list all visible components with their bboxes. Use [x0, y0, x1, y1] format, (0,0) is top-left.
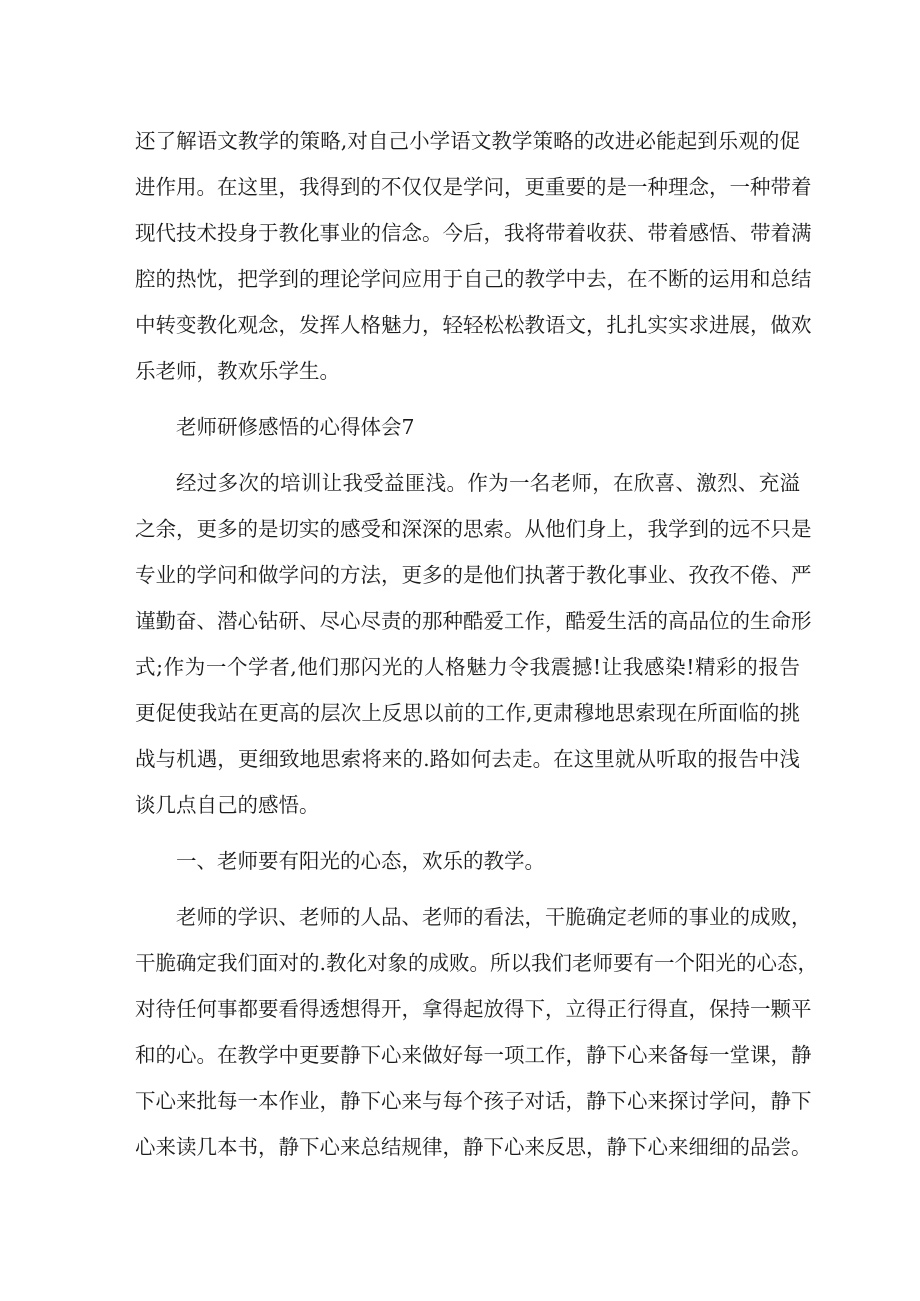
text-line: 老师的学识、老师的人品、老师的看法，干脆确定老师的事业的成败， [176, 905, 812, 929]
text-line: 下心来批每一本作业，静下心来与每个孩子对话，静下心来探讨学问，静下 [135, 1089, 812, 1113]
text-line: 还了解语文教学的策略,对自己小学语文教学策略的改进必能起到乐观的促 [135, 129, 800, 153]
text-line: 谨勤奋、潜心钻研、尽心尽责的那种酷爱工作，酷爱生活的高品位的生命形 [135, 609, 812, 633]
text-line: 进作用。在这里，我得到的不仅仅是学问，更重要的是一种理念，一种带着 [135, 175, 812, 199]
text-line: 中转变教化观念，发挥人格魅力，轻轻松松教语文，扎扎实实求进展，做欢 [135, 313, 812, 337]
paragraph-continuation [135, 118, 812, 394]
text-line: 更促使我站在更高的层次上反思以前的工作,更肃穆地思索现在所面临的挑 [135, 701, 800, 725]
section-heading [135, 404, 800, 450]
text-line: 腔的热忱，把学到的理论学问应用于自己的教学中去，在不断的运用和总结 [135, 267, 812, 291]
text-line: 专业的学问和做学问的方法，更多的是他们执著于教化事业、孜孜不倦、严 [135, 563, 812, 587]
text-line: 和的心。在教学中更要静下心来做好每一项工作，静下心来备每一堂课，静 [135, 1043, 812, 1067]
paragraph-attitude [135, 894, 819, 1170]
text-line: 现代技术投身于教化事业的信念。今后，我将带着收获、带着感悟、带着满 [135, 221, 812, 245]
heading-text: 老师研修感悟的心得体会7 [176, 415, 415, 439]
text-line: 乐老师，教欢乐学生。 [135, 359, 340, 383]
document-body [135, 118, 819, 1170]
text-line: 对待任何事都要看得透想得开，拿得起放得下，立得正行得直，保持一颗平 [135, 997, 812, 1021]
subsection-heading [135, 838, 800, 884]
paragraph-training [135, 460, 812, 828]
text-line: 之余，更多的是切实的感受和深深的思索。从他们身上，我学到的远不只是 [135, 517, 812, 541]
text-line: 干脆确定我们面对的.教化对象的成败。所以我们老师要有一个阳光的心态， [135, 951, 819, 975]
text-line: 心来读几本书，静下心来总结规律，静下心来反思，静下心来细细的品尝。 [135, 1135, 812, 1159]
text-line: 式;作为一个学者,他们那闪光的人格魅力令我震撼!让我感染!精彩的报告 [135, 655, 800, 679]
text-line: 谈几点自己的感悟。 [135, 793, 320, 817]
text-line: 经过多次的培训让我受益匪浅。作为一名老师，在欣喜、激烈、充溢 [176, 471, 800, 495]
subheading-text: 一、老师要有阳光的心态，欢乐的教学。 [176, 849, 545, 873]
text-line: 战与机遇，更细致地思索将来的.路如何去走。在这里就从听取的报告中浅 [135, 747, 800, 771]
